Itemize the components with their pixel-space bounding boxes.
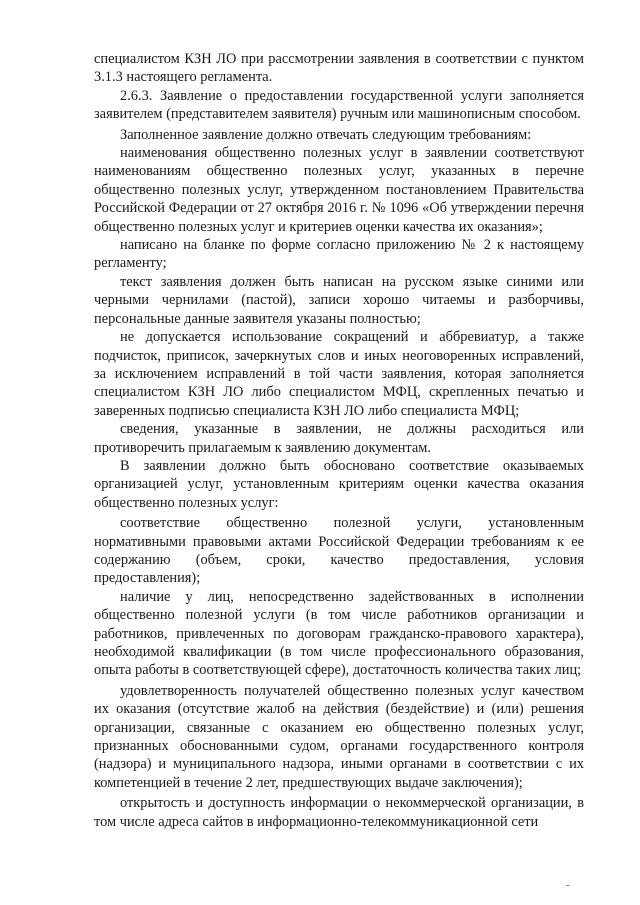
paragraph-criterion-compliance: соответствие общественно полезной услуги, установленным нормативными правовыми актами Российской Федерации требованиям к ее содержанию (объем, сроки, качество предоставления, условия предоставления); xyxy=(94,515,584,587)
paragraph-requirement-form: написано на бланке по форме согласно приложению № 2 к настоящему регламенту; xyxy=(94,237,584,272)
paragraph-clause-2-6-3: 2.6.3. Заявление о предоставлении государственной услуги заполняется заявителем (представителем заявителя) ручным или машинописным способом. xyxy=(94,87,584,123)
paragraph-requirement-language: текст заявления должен быть написан на русском языке синими или черными чернилами (пастой), записи хорошо читаемы и разборчивы, персональные данные заявителя указаны полностью; xyxy=(94,273,584,327)
paragraph-requirement-names: наименования общественно полезных услуг в заявлении соответствуют наименованиям общественно полезных услуг, указанных в перечне общественно полезных услуг, утвержденном постановлением Правительства Российской Федерации от 27 октября 2016 г. № 1096 «Об утверждении перечня общественно полезных услуг и критериев оценки качества их оказания»; xyxy=(94,145,584,235)
paragraph-criterion-qualification: наличие у лиц, непосредственно задействованных в исполнении общественно полезной услуги (в том числе работников организации и работников, привлеченных по договорам гражданско-правового характера), необходимой квалификации (в том числе профессионального образования, опыта работы в соответствующей сфере), достаточность количества таких лиц; xyxy=(94,588,584,679)
corner-mark: - xyxy=(566,879,570,891)
document-body xyxy=(94,50,584,831)
paragraph-justification-intro: В заявлении должно быть обосновано соответствие оказываемых организацией услуг, установленным критериям оценки качества оказания общественно полезных услуг: xyxy=(94,457,584,511)
paragraph-criterion-openness: открытость и доступность информации о некоммерческой организации, в том числе адреса сайтов в информационно-телекоммуникационной сети xyxy=(94,795,584,830)
paragraph-requirement-no-abbreviations: не допускается использование сокращений и аббревиатур, а также подчисток, приписок, зачеркнутых слов и иных неоговоренных исправлений, за исключением исправлений в той части заявления, которая заполняется специалистом КЗН ЛО либо специалистом МФЦ, скрепленных печатью и заверенных подписью специалиста КЗН ЛО либо специалиста МФЦ; xyxy=(94,329,584,419)
paragraph-continuation: специалистом КЗН ЛО при рассмотрении заявления в соответствии с пунктом 3.1.3 настоящего регламента. xyxy=(94,51,584,86)
paragraph-criterion-satisfaction: удовлетворенность получателей общественно полезных услуг качеством их оказания (отсутствие жалоб на действия (бездействие) и (или) решения организации, связанные с оказанием ею общественно полезных услуг, признанных обоснованными судом, органами государственного контроля (надзора) и муниципального надзора, иными органами в соответствии с их компетенцией в течение 2 лет, предшествующих выдаче заключения); xyxy=(94,682,584,791)
paragraph-requirement-consistency: сведения, указанные в заявлении, не должны расходиться или противоречить прилагаемым к заявлению документам. xyxy=(94,421,584,456)
paragraph-requirements-intro: Заполненное заявление должно отвечать следующим требованиям: xyxy=(120,126,532,143)
